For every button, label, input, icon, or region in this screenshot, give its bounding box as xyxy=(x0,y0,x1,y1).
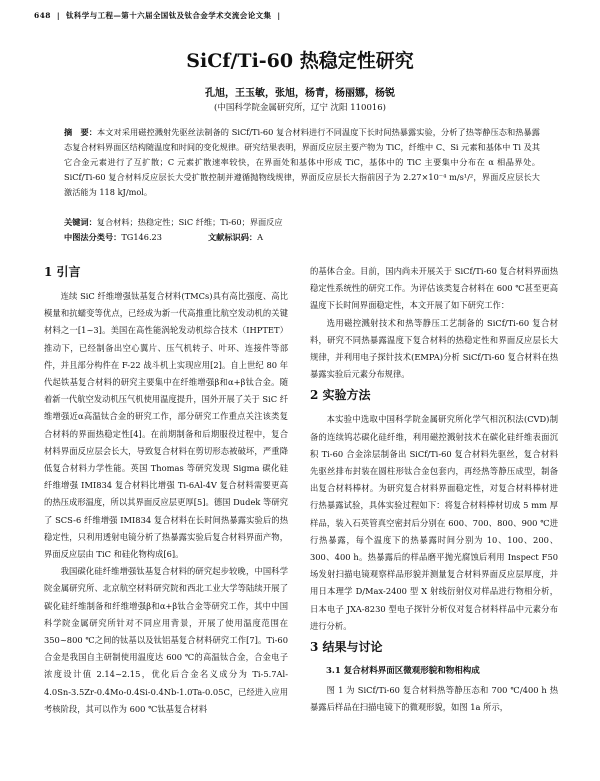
keywords-text: 复合材料；热稳定性；SiC 纤维；Ti-60；界面反应 xyxy=(96,217,283,227)
doc-code-value: A xyxy=(257,232,264,242)
clc-value: TG146.23 xyxy=(121,232,162,242)
subsection-heading: 3.1 复合材料界面区微观形貌和物相构成 xyxy=(326,666,480,677)
page-number: 648 xyxy=(34,11,51,20)
abstract-label: 摘 要： xyxy=(64,127,98,137)
paper-authors: 孔旭，王玉敏，张旭，杨青，杨丽娜，杨锐 xyxy=(205,88,395,99)
paragraph: 图 1 为 SiCf/Ti-60 复合材料热等静压态和 700 ℃/400 h 热暴露后样品在扫描电镜下的微观形貌，如图 1a 所示， xyxy=(310,685,558,713)
classification-line xyxy=(64,232,263,243)
abstract-text: 本文对采用磁控溅射先驱丝法制备的 SiCf/Ti-60 复合材料进行不同温度下长时间热暴露实验，分析了热等静压态和热暴露态复合材料界面区结构随温度和时间的变化规律。研究结果表明，界面反应层主要产物为 TiC，纤维中 C、Si 元素和基体中 Ti 及其它合金元素进行了互扩散；C 元素扩散速率较快，在界面处和基体中形成 TiC，基体中的 TiC 主要集中分布在 α 相晶界处。SiCf/Ti-60 复合材料反应层长大受扩散控制并遵循抛物线规律，界面反应层长大指前因子为 2.27×10⁻⁴ m/s¹/²，界面反应层长大激活能为 118 kJ/mol。 xyxy=(64,127,540,197)
section-heading-introduction: 1 引言 xyxy=(44,265,81,279)
doc-code-label: 文献标识码： xyxy=(207,232,258,242)
right-column xyxy=(310,263,558,716)
section-heading-results: 3 结果与讨论 xyxy=(310,640,383,655)
paragraph: 连续 SiC 纤维增强钛基复合材料(TMCs)具有高比强度、高比模量和抗蠕变等优点，已经成为新一代高推重比航空发动机的关键材料之一[1~3]。美国在高性能涡轮发动机综合技术（IHPTET）推动下，已经制备出空心翼片、压气机转子、叶环、连接件等部件，并且部分构件在 F-22 战斗机上实现应用[2]。自上世纪 80 年代起铁基复合材料的研究主要集中在纤维增强β和α+β钛合金。随着新一代航空发动机压气机使用温度提升，国外开展了关于 SiC 纤维增强近α高温钛合金的研究工作，部分研究工作重点关注该类复合材料的界面热稳定性[4]。在前期制备和后期服役过程中，复合材料界面反应层会长大，导致复合材料在剪切形态被破坏，严重降低复合材料力学性能。英国 Thomas 等研究发现 Sigma 碳化硅纤维增强 IMI834 复合材料比增强 Ti-6Al-4V 复合材料需要更高的热压成形温度，所以其界面反应层更厚[5]。德国 Dudek 等研究了 SCS-6 纤维增强 IMI834 复合材料在长时间热暴露实验后的热稳定性，只利用透射电镜分析了热暴露实验后复合材料界面产物，界面反应层由 TiC 和硅化物构成[6]。 xyxy=(44,291,288,560)
clc-label: 中图法分类号： xyxy=(64,232,122,242)
paragraph: 我国碳化硅纤维增强钛基复合材料的研究起步较晚，中国科学院金属研究所、北京航空材料研究院和西北工业大学等陆续开展了碳化硅纤维制备和纤维增强β和α+β钛合金等研究工作，其中中国科学院金属研究所针对不同应用背景，开展了使用温度范围在 350~800 ℃之间的钛基以及钛铝基复合材料研究工作[7]。Ti-60 合金是我国自主研制使用温度达 600 ℃的高温钛合金，合金电子浓度设计值 2.14~2.15，优化后合金名义成分为 Ti-5.7Al-4.0Sn-3.5Zr-0.4Mo-0.4Si-0.4Nb-1.0Ta-0.05C，已经进入应用考核阶段，其可以作为 600 ℃钛基复合材料 xyxy=(44,566,288,714)
paragraph: 本实验中选取中国科学院金属研究所化学气相沉积法(CVD)制备的连续钨芯碳化硅纤维，利用磁控溅射技术在碳化硅纤维表面沉积 Ti-60 合金涂层制备出 SiCf/Ti-60 复合材料先驱丝，复合材料先驱丝排布封装在圆柱形钛合金包套内，再经热等静压成型，制备出复合材料棒材。为研究复合材料界面稳定性，对复合材料棒材进行热暴露试验，具体实验过程如下：将复合材料棒材切成 5 mm 厚样品，装入石英管真空密封后分别在 600、700、800、900 ℃进行热暴露，每个温度下的热暴露时间分别为 10、100、200、300、400 h。热暴露后的样品磨平抛光腐蚀后利用 Inspect F50 场发射扫描电镜观察样品形貌并测量复合材料界面反应层厚度，并用日本理学 D/Max-2400 型 X 射线衍射仪对样品进行物相分析，日本电子 JXA-8230 型电子探针分析仪对复合材料样品中元素分布进行分析。 xyxy=(310,414,558,631)
paper-title: SiCf/Ti-60 热稳定性研究 xyxy=(186,50,414,72)
abstract xyxy=(64,125,540,200)
paragraph: 选用磁控溅射技术和热等静压工艺制备的 SiCf/Ti-60 复合材料，研究不同热暴露温度下复合材料的热稳定性和界面反应层长大规律，并利用电子探针技术(EMPA)分析 SiCf/Ti-60 复合材料在热暴露实验后元素分布规律。 xyxy=(310,317,558,380)
running-header: 648 | 钛科学与工程—第十六届全国钛及钛合金学术交流会论文集 | xyxy=(34,11,281,20)
section-heading-methods: 2 实验方法 xyxy=(310,388,371,403)
paper-affiliation: (中国科学院金属研究所，辽宁 沈阳 110016) xyxy=(214,103,386,113)
left-column xyxy=(44,260,288,718)
keywords-label: 关键词： xyxy=(64,217,97,227)
paragraph: 的基体合金。目前，国内尚未开展关于 SiCf/Ti-60 复合材料界面热稳定性系统性的研究工作。为评估该类复合材料在 600 ℃甚至更高温度下长时间界面稳定性，本文开展了如下研究工作： xyxy=(310,266,558,311)
journal-name: 钛科学与工程—第十六届全国钛及钛合金学术交流会论文集 xyxy=(66,11,272,20)
keywords xyxy=(64,215,540,230)
